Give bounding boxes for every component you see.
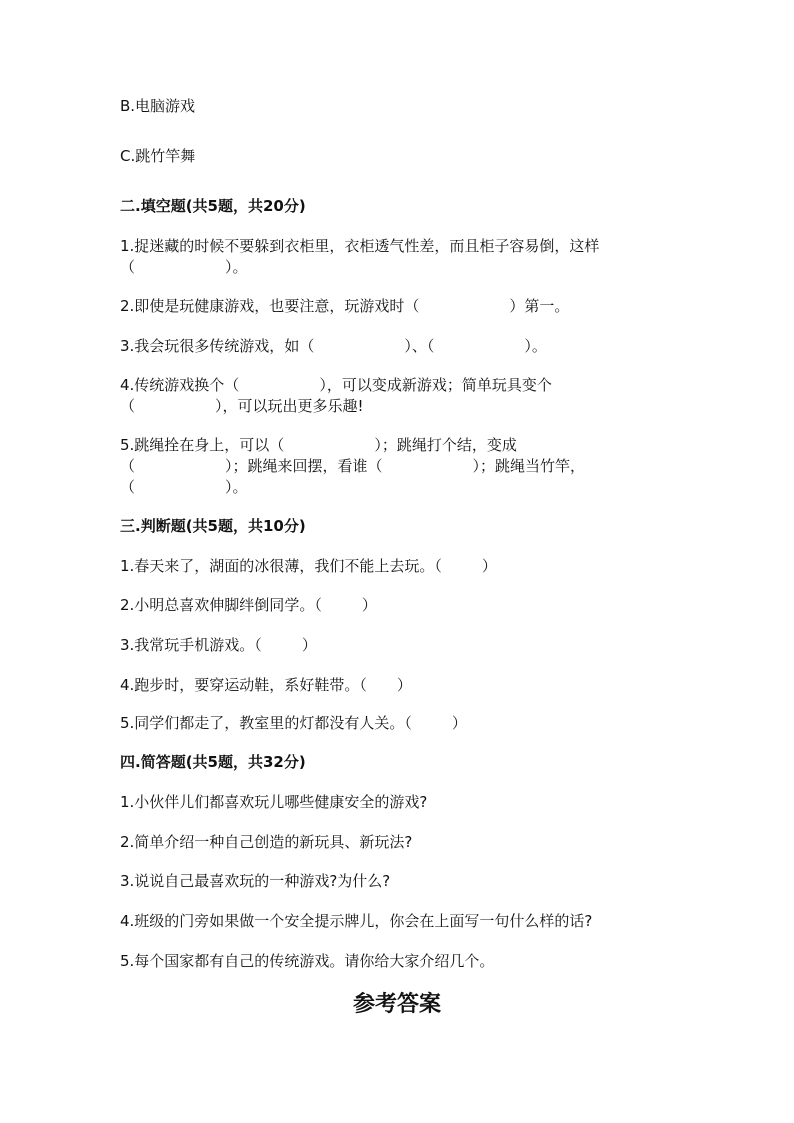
text: 3.我常玩手机游戏。（	[120, 636, 262, 654]
text: 3.我会玩很多传统游戏，如（	[120, 337, 315, 355]
fill-q4-line1	[120, 375, 552, 395]
judge-q5	[120, 713, 467, 733]
short-q3: 3.说说自己最喜欢玩的一种游戏?为什么?	[120, 872, 391, 890]
text: （	[120, 258, 136, 276]
short-q1: 1.小伙伴儿们都喜欢玩儿哪些健康安全的游戏?	[120, 793, 428, 811]
judge-q1	[120, 556, 497, 576]
text: ），可以变成新游戏；简单玩具变个	[319, 376, 552, 394]
fill-q2	[120, 296, 569, 316]
fill-q5-line2	[120, 456, 585, 476]
fill-q5-line3	[120, 477, 248, 497]
option-b: B.电脑游戏	[120, 97, 196, 115]
section-header-fill-blank: 二.填空题(共5题，共20分)	[120, 197, 306, 215]
text: 4.跑步时，要穿运动鞋，系好鞋带。（	[120, 676, 367, 694]
judge-q2	[120, 595, 377, 615]
short-q4: 4.班级的门旁如果做一个安全提示牌儿，你会在上面写一句什么样的话?	[120, 912, 593, 930]
text: ）；跳绳打个结，变成	[374, 436, 517, 454]
text: ）	[361, 596, 377, 614]
judge-q4	[120, 675, 412, 695]
section-header-short-answer: 四.简答题(共5题，共32分)	[120, 753, 306, 771]
short-q5: 5.每个国家都有自己的传统游戏。请你给大家介绍几个。	[120, 952, 495, 970]
text: ）；跳绳当竹竿，	[472, 457, 586, 475]
short-q2: 2.简单介绍一种自己创造的新玩具、新玩法?	[120, 833, 413, 851]
text: 2.小明总喜欢伸脚绊倒同学。（	[120, 596, 322, 614]
fill-q4-line2	[120, 396, 364, 416]
text: ）。	[524, 337, 547, 355]
text: （	[120, 457, 136, 475]
fill-q1-line2	[120, 257, 248, 277]
text: ）	[396, 676, 412, 694]
text: （	[120, 397, 136, 415]
text: ）。	[225, 478, 248, 496]
text: ）。	[225, 258, 248, 276]
text: ）	[301, 636, 317, 654]
text: ）	[481, 557, 497, 575]
text: 2.即使是玩健康游戏，也要注意，玩游戏时（	[120, 297, 420, 315]
text: 4.传统游戏换个（	[120, 376, 240, 394]
text: ）、（	[404, 337, 435, 355]
answer-key-title: 参考答案	[352, 991, 441, 1017]
text: （	[120, 478, 136, 496]
fill-q1-line1: 1.捉迷藏的时候不要躲到衣柜里，衣柜透气性差，而且柜子容易倒，这样	[120, 237, 600, 255]
text: ）；跳绳来回摆，看谁（	[225, 457, 383, 475]
text: ）第一。	[509, 297, 570, 315]
text: 1.春天来了，湖面的冰很薄，我们不能上去玩。（	[120, 557, 442, 575]
option-c: C.跳竹竿舞	[120, 147, 196, 165]
text: ）	[451, 714, 467, 732]
text: 5.跳绳拴在身上，可以（	[120, 436, 285, 454]
judge-q3	[120, 635, 317, 655]
fill-q3	[120, 336, 547, 356]
text: ），可以玩出更多乐趣!	[215, 397, 364, 415]
text: 5.同学们都走了，教室里的灯都没有人关。（	[120, 714, 412, 732]
fill-q5-line1	[120, 435, 517, 455]
section-header-judge: 三.判断题(共5题，共10分)	[120, 517, 306, 535]
